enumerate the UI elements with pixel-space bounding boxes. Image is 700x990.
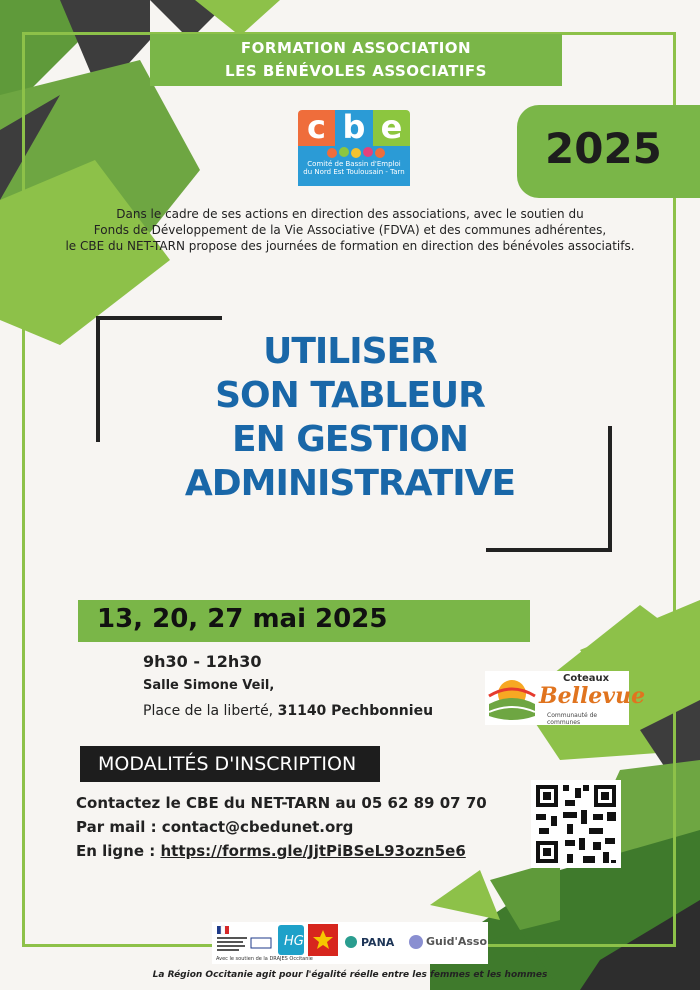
title-line-3: EN GESTION <box>231 419 468 460</box>
partner-small-text: Avec le soutien de la DRAJES Occitanie <box>216 956 313 962</box>
guidasso-label: Guid'Asso <box>426 935 488 948</box>
coteaux-bellevue-logo <box>485 671 646 726</box>
header-banner <box>150 34 562 86</box>
logo-letter-c: c <box>298 110 335 146</box>
hg-logo-icon <box>278 925 304 955</box>
people-icon <box>298 146 410 160</box>
event-dates: 13, 20, 27 mai 2025 <box>97 604 388 634</box>
event-venue: Salle Simone Veil, <box>143 678 275 693</box>
pana-label: PANA <box>361 936 395 949</box>
title-line-4: ADMINISTRATIVE <box>184 463 516 504</box>
coteaux-top: Coteaux <box>563 673 610 684</box>
coteaux-sub: Communauté de communes <box>547 712 598 726</box>
address-street: Place de la liberté, <box>143 703 278 719</box>
header-line-1: FORMATION ASSOCIATION <box>240 39 472 57</box>
logo-subtitle-2: du Nord Est Toulousain - Tarn <box>303 168 405 176</box>
pana-icon <box>344 935 358 949</box>
svg-text:HG: HG <box>284 934 304 949</box>
title-line-1: UTILISER <box>263 331 437 372</box>
address-city: 31140 Pechbonnieu <box>277 703 434 719</box>
cbe-logo <box>298 110 410 186</box>
intro-paragraph <box>40 206 660 254</box>
registration-form-link[interactable]: https://forms.gle/JjtPiBSeL93ozn5e6 <box>160 842 466 860</box>
landscape-icon <box>487 674 537 724</box>
title-line-2: SON TABLEUR <box>215 375 485 416</box>
occitanie-logo-icon <box>308 924 338 956</box>
qr-code-icon <box>531 780 621 868</box>
partner-logos <box>212 922 488 964</box>
year-text: 2025 <box>545 124 662 173</box>
header-line-2: LES BÉNÉVOLES ASSOCIATIFS <box>225 62 487 80</box>
coteaux-name: Bellevue <box>539 683 646 709</box>
guidasso-icon <box>408 934 424 950</box>
contact-online <box>76 842 466 860</box>
logo-letter-b: b <box>335 110 373 146</box>
intro-line-3: le CBE du NET-TARN propose des journées de formation en direction des bénévoles associatifs. <box>65 239 635 253</box>
footer-note: La Région Occitanie agit pour l'égalité réelle entre les femmes et les hommes <box>152 970 548 980</box>
registration-heading: MODALITÉS D'INSCRIPTION <box>80 746 380 782</box>
training-title <box>120 330 580 506</box>
intro-line-1: Dans le cadre de ses actions en direction des associations, avec le soutien du <box>116 207 584 221</box>
intro-line-2: Fonds de Développement de la Vie Associative (FDVA) et des communes adhérentes, <box>93 223 607 237</box>
qr-code[interactable] <box>531 780 621 868</box>
online-prefix: En ligne : <box>76 842 161 860</box>
event-time: 9h30 - 12h30 <box>143 652 262 671</box>
logo-base <box>298 146 410 186</box>
logo-subtitle-1: Comité de Bassin d'Emploi <box>307 160 401 168</box>
logo-letter-e: e <box>373 110 410 146</box>
contact-mail[interactable]: Par mail : contact@cbedunet.org <box>76 818 354 836</box>
contact-phone: Contactez le CBE du NET-TARN au 05 62 89 07 70 <box>76 794 487 812</box>
event-address <box>143 703 433 719</box>
